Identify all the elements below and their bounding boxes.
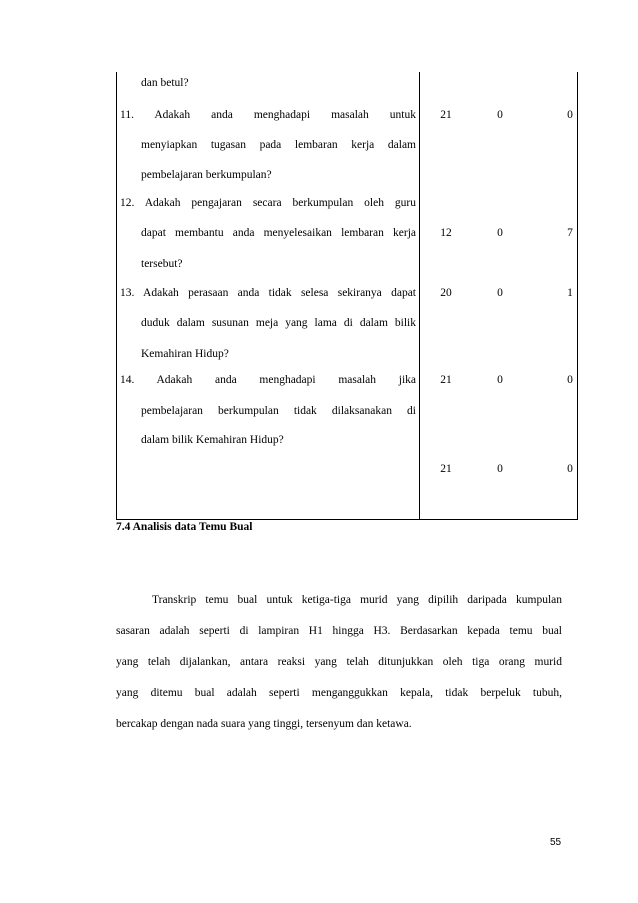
value-cell: 0	[497, 227, 503, 239]
question-text: tersebut?	[141, 258, 183, 270]
question-text: dan betul?	[141, 77, 189, 89]
value-cell: 0	[567, 374, 573, 386]
value-cell: 0	[497, 374, 503, 386]
paragraph-line: bercakap dengan nada suara yang tinggi, tersenyum dan ketawa.	[116, 718, 412, 730]
value-cell: 1	[567, 287, 573, 299]
value-cell: 0	[567, 463, 573, 475]
question-text: dapat membantu anda menyelesaikan lembaran kerja	[141, 227, 416, 239]
question-text: menyiapkan tugasan pada lembaran kerja dalam	[141, 139, 416, 151]
value-cell: 21	[440, 463, 452, 475]
value-cell: 7	[567, 227, 573, 239]
page-number: 55	[550, 837, 562, 848]
question-text: Kemahiran Hidup?	[141, 348, 229, 360]
question-text: 11. Adakah anda menghadapi masalah untuk	[120, 109, 416, 121]
paragraph-line: yang telah dijalankan, antara reaksi yang telah ditunjukkan oleh tiga orang murid	[116, 656, 562, 668]
paragraph-line: Transkrip temu bual untuk ketiga-tiga murid yang dipilih daripada kumpulan	[152, 594, 562, 606]
value-cell: 0	[497, 463, 503, 475]
value-cell: 0	[497, 287, 503, 299]
table-border-bottom	[116, 519, 578, 520]
value-cell: 0	[567, 109, 573, 121]
question-text: 12. Adakah pengajaran secara berkumpulan oleh guru	[120, 197, 416, 209]
paragraph-line: yang ditemu bual adalah seperti menganggukkan kepala, tidak berpeluk tubuh,	[116, 687, 562, 699]
question-text: pembelajaran berkumpulan?	[141, 169, 272, 181]
value-cell: 20	[440, 287, 452, 299]
question-text: pembelajaran berkumpulan tidak dilaksanakan di	[141, 405, 416, 417]
value-cell: 21	[440, 109, 452, 121]
section-heading: 7.4 Analisis data Temu Bual	[116, 521, 253, 533]
value-cell: 0	[497, 109, 503, 121]
survey-table	[116, 72, 578, 520]
table-divider	[419, 72, 420, 520]
value-cell: 12	[440, 227, 452, 239]
paragraph-line: sasaran adalah seperti di lampiran H1 hingga H3. Berdasarkan kepada temu bual	[116, 625, 562, 637]
question-text: 13. Adakah perasaan anda tidak selesa sekiranya dapat	[120, 287, 416, 299]
question-text: 14. Adakah anda menghadapi masalah jika	[120, 374, 416, 386]
value-cell: 21	[440, 374, 452, 386]
question-text: dalam bilik Kemahiran Hidup?	[141, 434, 284, 446]
question-text: duduk dalam susunan meja yang lama di dalam bilik	[141, 317, 416, 329]
table-border-left	[116, 72, 117, 520]
